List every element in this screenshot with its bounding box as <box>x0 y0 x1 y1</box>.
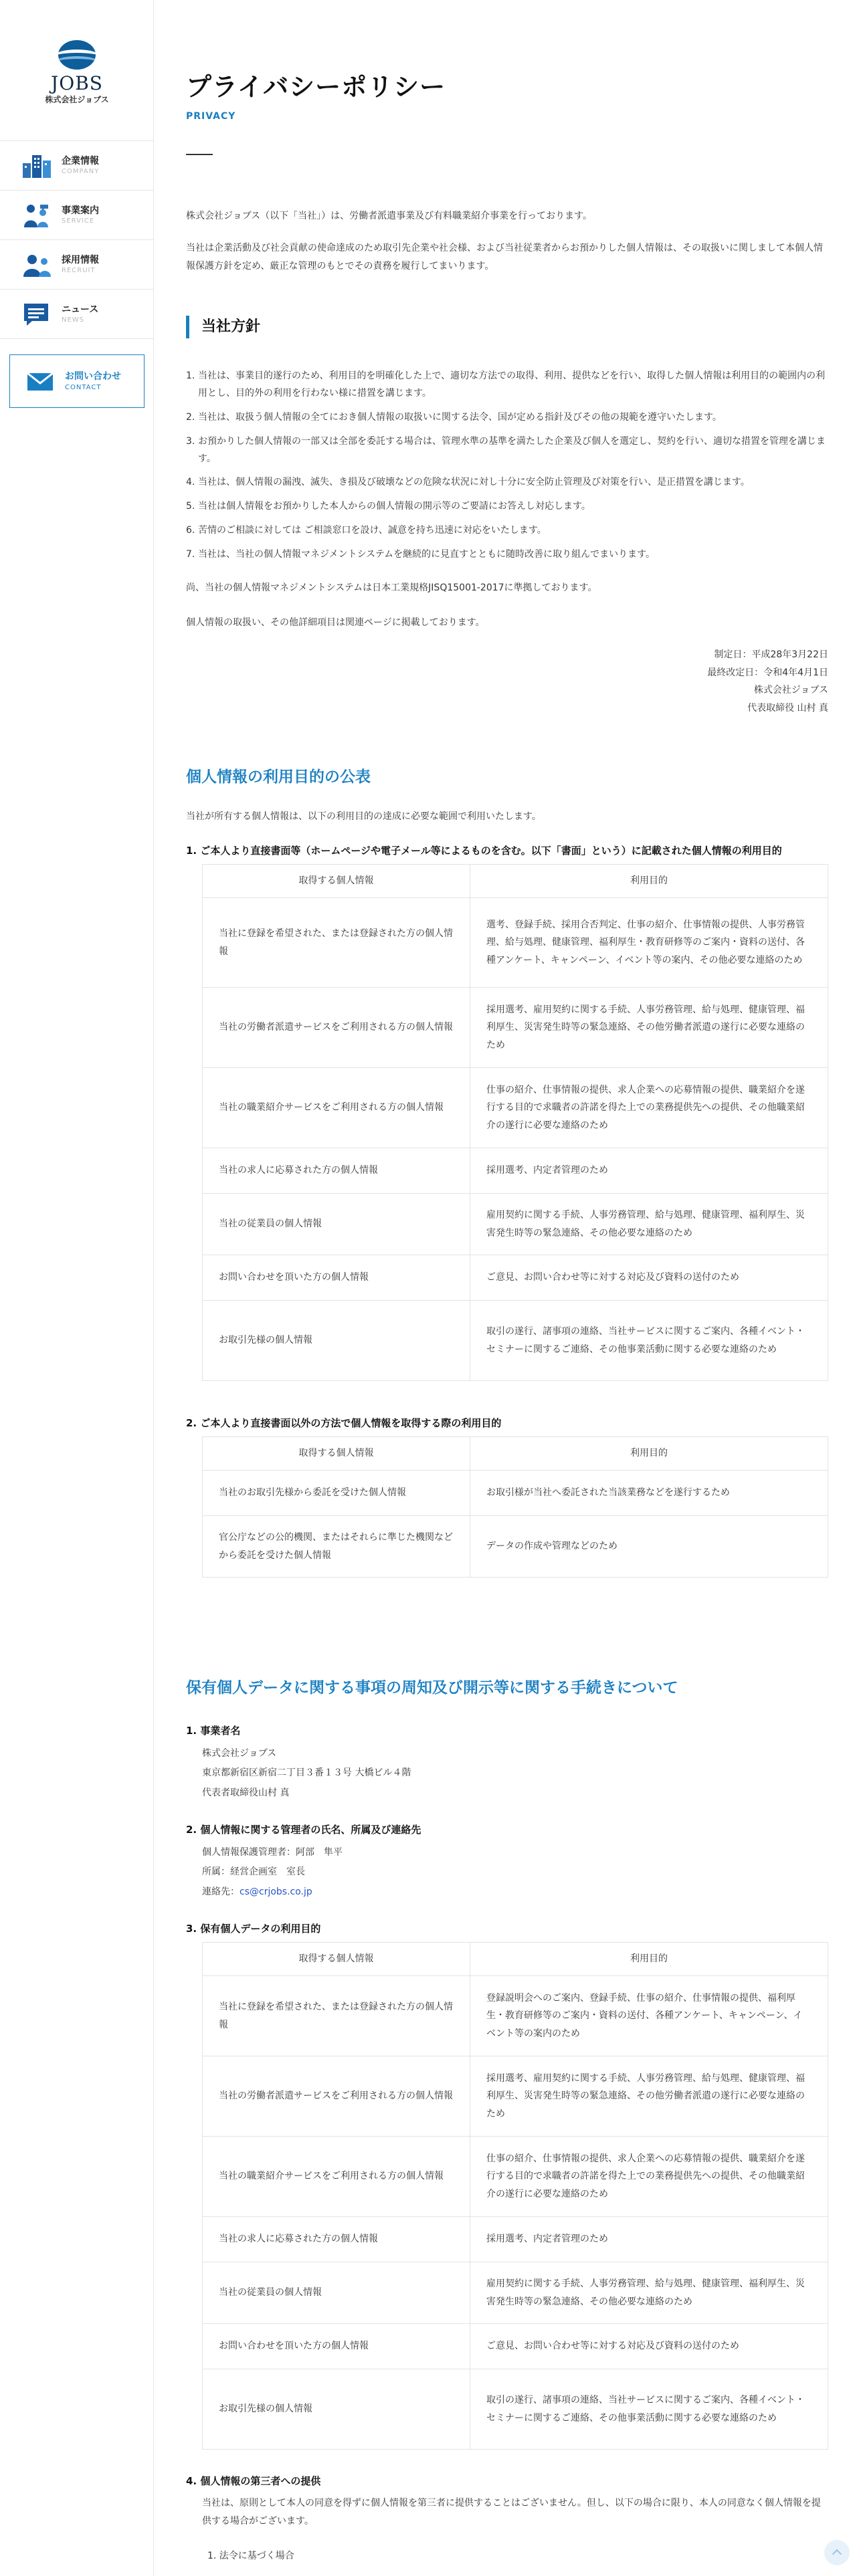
policy-note-details: 個人情報の取扱い、その他詳細項目は関連ページに掲載しております。 <box>186 617 485 628</box>
table-cell: お問い合わせを頂いた方の個人情報 <box>203 1255 470 1301</box>
table-row <box>203 898 828 988</box>
manager-info <box>202 1843 828 1902</box>
table-cell: 採用選考、内定者管理のため <box>470 1148 828 1194</box>
list-item <box>186 546 828 564</box>
page-subtitle: PRIVACY <box>186 111 236 122</box>
list-text: 当社は、事業目的遂行のため、利用目的を明確化した上で、適切な方法での取得、利用、提供などを行い、取得した個人情報は利用目的の範囲内の利用とし、目的外の利用を行わない様に措置を講じます。 <box>198 370 826 399</box>
retained-data-table <box>202 1942 828 2450</box>
table-row <box>203 2217 828 2262</box>
table-cell: 雇用契約に関する手続、人事労務管理、給与処理、健康管理、福利厚生、災害発生時等の緊急連絡、その他必要な連絡のため <box>470 2262 828 2324</box>
table-row <box>203 2369 828 2450</box>
list-text: 当社は、取扱う個人情報の全てにおき個人情報の取扱いに関する法令、国が定める指針及びその他の規範を遵守いたします。 <box>198 411 722 423</box>
nav-item-service[interactable] <box>0 191 154 240</box>
ceo-name: 代表取締役 山村 真 <box>747 702 828 714</box>
list-text: 当社は個人情報をお預かりした本人からの個人情報の開示等のご要請にお答えし対応します。 <box>198 501 591 512</box>
list-item <box>186 498 828 516</box>
list-text: 当社は、個人情報の漏洩、滅失、き損及び破壊などの危険な状況に対し十分に安全防止管理及び対策を行い、是正措置を講じます。 <box>198 477 750 488</box>
table-cell: 当社の労働者派遣サービスをご利用される方の個人情報 <box>203 988 470 1068</box>
disclosure-section-3-title: 3. 保有個人データの利用目的 <box>186 1923 321 1935</box>
table-header: 利用目的 <box>470 1437 828 1471</box>
table-row <box>203 1516 828 1578</box>
disclosure-section-2-title: 2. 個人情報に関する管理者の氏名、所属及び連絡先 <box>186 1824 421 1836</box>
intro-paragraph-2: 当社は企業活動及び社会貢献の使命達成のため取引先企業や社会様、および当社従業者からお預かりした個人情報は、その取扱いに関しまして本個人情報保護方針を定め、厳正な管理のもとでその責務を履行してまいります。 <box>186 243 823 272</box>
signature-block <box>186 646 828 717</box>
contact-label: お問い合わせ <box>65 371 121 383</box>
table-cell: 当社の職業紹介サービスをご利用される方の個人情報 <box>203 1068 470 1148</box>
table-cell: 官公庁などの公的機関、またはそれらに準じた機関などから委託を受けた個人情報 <box>203 1516 470 1578</box>
table-row <box>203 2056 828 2137</box>
logo-subtitle: 株式会社ジョブス <box>45 94 109 104</box>
building-icon <box>21 152 52 179</box>
table-row <box>203 1068 828 1148</box>
table-cell: 取引の遂行、諸事項の連絡、当社サービスに関するご案内、各種イベント・セミナーに関するご連絡、その他事業活動に関する必要な連絡のため <box>470 2369 828 2450</box>
list-item <box>186 474 828 492</box>
table-cell: お取引様が当社へ委託された当該業務などを遂行するため <box>470 1471 828 1516</box>
nav-item-news[interactable] <box>0 290 154 339</box>
list-number: 4. <box>186 477 195 488</box>
table-header: 利用目的 <box>470 865 828 898</box>
mail-icon <box>26 370 56 392</box>
chevron-up-icon <box>832 2549 842 2559</box>
list-text: 当社は、当社の個人情報マネジメントシステムを継続的に見直すとともに随時改善に取り組んでまいります。 <box>198 549 656 560</box>
disclosure-section-1-title: 1. 事業者名 <box>186 1725 241 1737</box>
site-logo[interactable] <box>40 40 114 105</box>
purpose-table-1 <box>202 864 828 1381</box>
table-cell: 採用選考、内定者管理のため <box>470 2217 828 2262</box>
logo-text: JOBS <box>51 72 103 94</box>
list-number: 7. <box>186 549 195 560</box>
nav-item-company[interactable] <box>0 141 154 191</box>
contact-button[interactable] <box>9 354 145 408</box>
nav-label-en: COMPANY <box>62 168 100 176</box>
table-cell: 当社の従業員の個人情報 <box>203 1194 470 1255</box>
table-header: 取得する個人情報 <box>203 1437 470 1471</box>
table-header: 取得する個人情報 <box>203 865 470 898</box>
table-cell: 当社の職業紹介サービスをご利用される方の個人情報 <box>203 2137 470 2217</box>
list-item <box>186 433 828 468</box>
third-party-text: 当社は、原則として本人の同意を得ずに個人情報を第三者に提供することはございません。但し、以下の場合に限り、本人の同意なく個人情報を提供する場合がございます。 <box>202 2498 821 2527</box>
business-representative: 代表者取締役山村 真 <box>202 1787 290 1798</box>
disclosure-section-4-title: 4. 個人情報の第三者への提供 <box>186 2475 321 2487</box>
contact-label: 連絡先： <box>202 1886 240 1897</box>
nav-label-en: RECRUIT <box>62 267 96 275</box>
purpose-section-2-title: 2. ご本人より直接書面以外の方法で個人情報を取得する際の利用目的 <box>186 1417 502 1429</box>
table-header: 利用目的 <box>470 1943 828 1976</box>
table-cell: 当社の従業員の個人情報 <box>203 2262 470 2324</box>
table-header-row <box>203 865 828 898</box>
table-header-row <box>203 1943 828 1976</box>
purpose-heading: 個人情報の利用目的の公表 <box>186 768 371 786</box>
business-address: 東京都新宿区新宿二丁目３番１３号 大橋ビル４階 <box>202 1767 411 1779</box>
table-row <box>203 1194 828 1255</box>
nav-label: 企業情報 <box>62 155 99 167</box>
sidebar-nav <box>0 140 154 339</box>
revised-date: 最終改定日：令和4年4月1日 <box>707 667 828 678</box>
globe-logo-icon <box>58 40 96 70</box>
list-item <box>186 409 828 427</box>
purpose-table-2 <box>202 1436 828 1578</box>
policy-heading: 当社方針 <box>186 316 828 338</box>
list-text: お預かりした個人情報の一部又は全部を委託する場合は、管理水準の基準を満たした企業及び個人を選定し、契約を行い、適切な措置を管理を講じます。 <box>198 435 826 464</box>
table-cell: 選考、登録手続、採用合否判定、仕事の紹介、仕事情報の提供、人事労務管理、給与処理、健康管理、福利厚生・教育研修等のご案内・資料の送付、各種アンケート、キャンペーン、イベント等の案内、その他必要な連絡のため <box>470 898 828 988</box>
table-cell: 取引の遂行、諸事項の連絡、当社サービスに関するご案内、各種イベント・セミナーに関するご連絡、その他事業活動に関する必要な連絡のため <box>470 1301 828 1381</box>
table-row <box>203 2324 828 2369</box>
business-name: 株式会社ジョブス <box>202 1748 277 1759</box>
table-cell: 当社の求人に応募された方の個人情報 <box>203 1148 470 1194</box>
table-cell: ご意見、お問い合わせ等に対する対応及び資料の送付のため <box>470 2324 828 2369</box>
sidebar <box>0 0 154 2576</box>
table-cell: 当社に登録を希望された、または登録された方の個人情報 <box>203 898 470 988</box>
table-cell: 当社に登録を希望された、または登録された方の個人情報 <box>203 1976 470 2056</box>
table-header-row <box>203 1437 828 1471</box>
company-name: 株式会社ジョブス <box>753 685 828 696</box>
policy-note-jis: 尚、当社の個人情報マネジメントシステムは日本工業規格JISQ15001-2017に準拠しております。 <box>186 582 597 593</box>
table-cell: 当社のお取引先様から委託を受けた個人情報 <box>203 1471 470 1516</box>
list-number: 6. <box>186 525 195 536</box>
manager-department: 所属：経営企画室 室長 <box>202 1866 305 1878</box>
table-cell: 雇用契約に関する手続、人事労務管理、給与処理、健康管理、福利厚生、災害発生時等の緊急連絡、その他必要な連絡のため <box>470 1194 828 1255</box>
page-title: プライバシーポリシー <box>186 72 446 102</box>
intro-paragraph-1: 株式会社ジョブス（以下「当社」）は、労働者派遣事業及び有料職業紹介事業を行っております。 <box>186 211 593 221</box>
table-header: 取得する個人情報 <box>203 1943 470 1976</box>
recruit-icon <box>21 251 52 278</box>
contact-email-link[interactable]: cs@crjobs.co.jp <box>240 1886 312 1897</box>
list-text: 苦情のご相談に対しては ご相談窓口を設け、誠意を持ち迅速に対応をいたします。 <box>198 525 547 536</box>
table-cell: お取引先様の個人情報 <box>203 1301 470 1381</box>
table-cell: 仕事の紹介、仕事情報の提供、求人企業への応募情報の提供、職業紹介を遂行する目的で求職者の許諾を得た上での業務提供先への提供、その他職業紹介の遂行に必要な連絡のため <box>470 2137 828 2217</box>
scroll-to-top-button[interactable] <box>824 2540 850 2565</box>
news-icon <box>21 301 52 328</box>
manager-name: 個人情報保護管理者：阿部 隼平 <box>202 1847 343 1858</box>
policy-list <box>186 368 828 570</box>
nav-label: 事業案内 <box>62 205 99 216</box>
table-row <box>203 1148 828 1194</box>
table-cell: 採用選考、雇用契約に関する手続、人事労務管理、給与処理、健康管理、福利厚生、災害発生時等の緊急連絡、その他労働者派遣の遂行に必要な連絡のため <box>470 2056 828 2137</box>
business-info <box>202 1744 828 1803</box>
list-number: 2. <box>186 411 195 423</box>
table-row <box>203 1301 828 1381</box>
list-number: 5. <box>186 501 195 512</box>
nav-label: ニュース <box>62 304 99 315</box>
disclosure-heading: 保有個人データに関する事項の周知及び開示等に関する手続きについて <box>186 1679 678 1697</box>
list-item <box>186 522 828 540</box>
table-row <box>203 2137 828 2217</box>
nav-label-en: SERVICE <box>62 217 95 225</box>
table-cell: お問い合わせを頂いた方の個人情報 <box>203 2324 470 2369</box>
nav-label: 採用情報 <box>62 254 99 265</box>
list-number: 3. <box>186 435 195 447</box>
table-cell: ご意見、お問い合わせ等に対する対応及び資料の送付のため <box>470 1255 828 1301</box>
table-row <box>203 1255 828 1301</box>
nav-item-recruit[interactable] <box>0 240 154 290</box>
established-date: 制定日：平成28年3月22日 <box>714 649 828 660</box>
contact-label-en: CONTACT <box>65 383 102 391</box>
table-cell: 当社の労働者派遣サービスをご利用される方の個人情報 <box>203 2056 470 2137</box>
title-divider <box>186 154 213 155</box>
table-cell: 仕事の紹介、仕事情報の提供、求人企業への応募情報の提供、職業紹介を遂行する目的で求職者の許諾を得た上での業務提供先への提供、その他職業紹介の遂行に必要な連絡のため <box>470 1068 828 1148</box>
manager-contact <box>202 1883 828 1902</box>
third-party-item-1: 1. 法令に基づく場合 <box>207 2551 294 2561</box>
table-cell: 登録説明会へのご案内、登録手続、仕事の紹介、仕事情報の提供、福利厚生・教育研修等のご案内・資料の送付、各種アンケート、キャンペーン、イベント等の案内のため <box>470 1976 828 2056</box>
table-cell: データの作成や管理などのため <box>470 1516 828 1578</box>
list-number: 1. <box>186 370 195 381</box>
table-row <box>203 2262 828 2324</box>
nav-label-en: NEWS <box>62 316 85 324</box>
table-cell: 当社の求人に応募された方の個人情報 <box>203 2217 470 2262</box>
purpose-section-1-title: 1. ご本人より直接書面等（ホームページや電子メール等によるものを含む。以下「書面」という）に記載された個人情報の利用目的 <box>186 845 782 857</box>
table-row <box>203 1471 828 1516</box>
table-row <box>203 1976 828 2056</box>
table-row <box>203 988 828 1068</box>
table-cell: 採用選考、雇用契約に関する手続、人事労務管理、給与処理、健康管理、福利厚生、災害発生時等の緊急連絡、その他労働者派遣の遂行に必要な連絡のため <box>470 988 828 1068</box>
list-item <box>186 368 828 403</box>
purpose-lead: 当社が所有する個人情報は、以下の利用目的の達成に必要な範囲で利用いたします。 <box>186 811 541 822</box>
service-icon <box>21 202 52 229</box>
table-cell: お取引先様の個人情報 <box>203 2369 470 2450</box>
